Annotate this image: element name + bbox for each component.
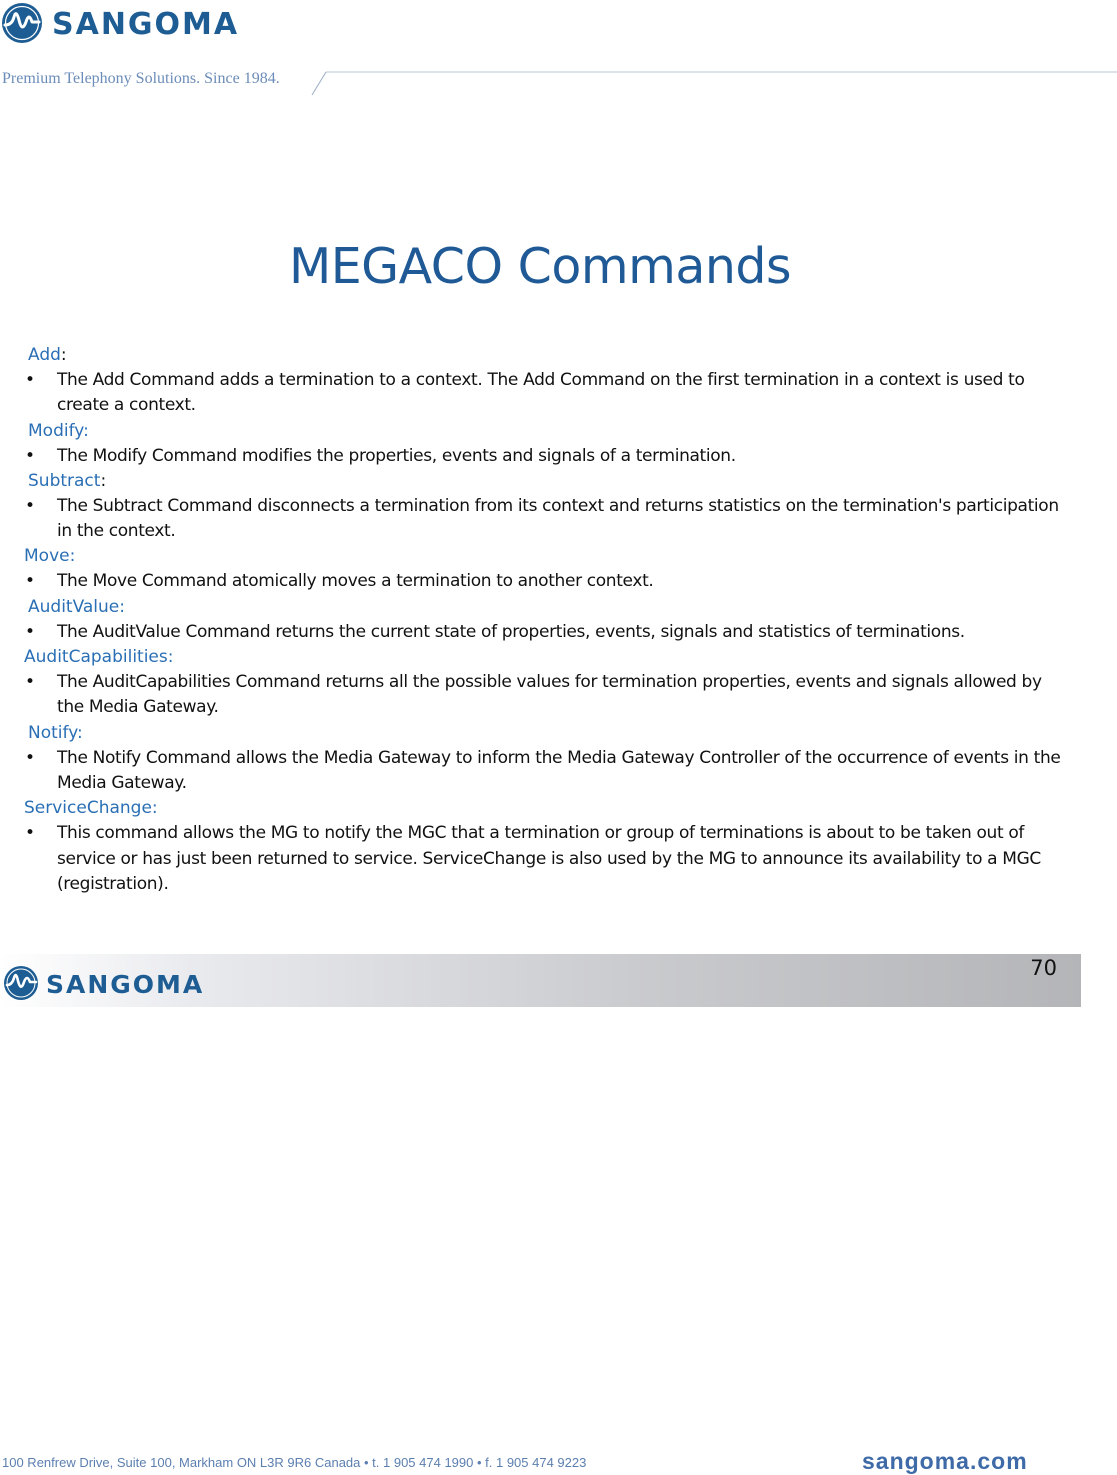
bullet-icon: • <box>25 823 35 844</box>
command-heading-auditvalue: AuditValue: <box>28 596 125 617</box>
bullet-icon: • <box>25 621 35 642</box>
header-brand-text: SANGOMA <box>52 7 240 42</box>
footer-brand-text: SANGOMA <box>46 970 205 999</box>
command-heading-subtract: Subtract: <box>28 470 107 491</box>
command-description-servicechange: • This command allows the MG to notify the MGC that a termination or group of terminations is about to be taken out of service or has just been returned to service. ServiceChange is also used by the MG to announce its availability to a MGC (registration). <box>25 823 1041 894</box>
commands-list <box>0 343 1075 897</box>
command-description-move: • The Move Command atomically moves a termination to another context. <box>0 569 1075 594</box>
slide-title: MEGACO Commands <box>288 238 792 295</box>
command-description-notify: • The Notify Command allows the Media Gateway to inform the Media Gateway Controller of the occurrence of events in the Media Gateway. <box>25 747 1061 793</box>
bullet-icon: • <box>25 495 35 516</box>
sangoma-footer-logo <box>2 964 252 1002</box>
command-heading-servicechange: ServiceChange: <box>24 798 158 819</box>
slide-footer-band <box>0 954 1081 1007</box>
command-description-auditvalue: • The AuditValue Command returns the current state of properties, events, signals and statistics of terminations. <box>0 620 1075 645</box>
website-link[interactable]: sangoma.com <box>862 1448 1028 1474</box>
bullet-icon: • <box>25 672 35 693</box>
bullet-icon: • <box>25 747 35 768</box>
company-address: 100 Renfrew Drive, Suite 100, Markham ON L3R 9R6 Canada • t. 1 905 474 1990 • f. 1 905 474 9223 <box>2 1455 587 1470</box>
command-description-modify: • The Modify Command modifies the properties, events and signals of a termination. <box>0 444 1075 469</box>
bullet-icon: • <box>25 370 35 390</box>
command-description-subtract: • The Subtract Command disconnects a termination from its context and returns statistics on the termination's participation in the context. <box>25 495 1059 542</box>
command-heading-add: Add: <box>28 345 67 365</box>
header-tagline: Premium Telephony Solutions. Since 1984. <box>2 70 280 87</box>
sangoma-header-logo <box>0 0 300 46</box>
command-heading-modify: Modify: <box>28 420 89 441</box>
bullet-icon: • <box>25 445 35 466</box>
command-heading-auditcapabilities: AuditCapabilities: <box>24 647 174 668</box>
page-number: 70 <box>1030 956 1057 980</box>
command-heading-notify: Notify: <box>28 722 83 743</box>
command-heading-move: Move: <box>24 546 76 567</box>
command-description-add: • The Add Command adds a termination to a context. The Add Command on the first termination in a context is used to create a context. <box>25 370 1025 416</box>
bullet-icon: • <box>25 571 35 592</box>
command-description-auditcapabilities: • The AuditCapabilities Command returns all the possible values for termination properties, events and signals allowed by the Media Gateway. <box>25 672 1042 718</box>
